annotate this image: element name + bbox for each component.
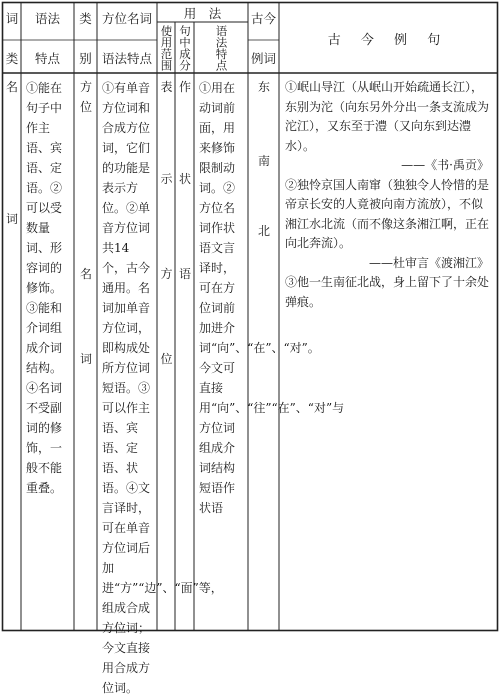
header-gujinliju-label: 古 今 例 句	[327, 32, 449, 48]
row-liuci-3	[252, 222, 276, 239]
row-yufa2	[194, 74, 345, 518]
example-3: ③他一生南征北战，身上留下了十余处弹痕。	[285, 275, 490, 309]
row-shiyong-1-text: 表	[160, 80, 173, 94]
row-shiyong-2	[159, 170, 174, 187]
row-shiyong-3	[159, 265, 174, 282]
row-cixing-2-text: 词	[5, 212, 18, 226]
row-examples	[279, 74, 497, 312]
row-fangwei-tedian	[97, 74, 223, 698]
row-leibie-1	[78, 78, 94, 95]
row-leibie-4-text: 词	[79, 352, 92, 366]
header-fangwei-line1: 方位名词	[101, 11, 152, 26]
row-shiyong-3-text: 方	[160, 267, 173, 281]
row-tedian	[21, 74, 74, 498]
header-yufa-line1: 语法	[34, 11, 60, 26]
header-yufa2	[194, 22, 248, 73]
row-liuci-1-text: 东	[257, 80, 270, 94]
row-juzhong-3-text: 语	[178, 267, 191, 281]
row-cixing-1	[5, 78, 19, 95]
row-shiyong-4-text: 位	[160, 352, 173, 366]
row-leibie-1-text: 方	[79, 80, 92, 94]
example-2: ②独怜京国人南窜（独独令人怜惜的是帝京长安的人竟被向南方流放），不似湘江水北流（而不像这条湘江啊，正在向北奔流）。	[285, 177, 490, 250]
row-cixing-2	[5, 210, 19, 227]
header-yongfa-label: 用 法	[183, 5, 222, 21]
row-juzhong-1-text: 作	[178, 80, 191, 94]
row-fangwei-tedian-text: ①有单音方位词和合成方位词，它们的功能是表示方位。②单音方位词共14个，古今通用。名词加单音方位词，即构成处所方位词短语。③可以作主语、宾语、定语、状语。④文言译时，可在单音方位词后加进“方”“边”、“面”等，组成合成方位词；今文直接用合成方位词。	[102, 81, 223, 695]
example-1: ①岷山导江（从岷山开始疏通长江），东别为沱（向东另外分出一条支流成为沱江），又东至于澧（又向东到达澧水）。	[285, 80, 490, 153]
header-yufa	[21, 3, 74, 73]
header-shiyong-label: 使用范围	[159, 24, 174, 71]
header-juzhong	[175, 22, 194, 73]
row-shiyong-4	[159, 350, 174, 367]
header-leibie-line2: 别	[79, 51, 92, 66]
header-gujin-line1: 古今	[250, 11, 276, 26]
row-liuci-2-text: 南	[257, 154, 270, 168]
header-leibie	[74, 3, 97, 73]
row-juzhong-1	[177, 78, 193, 95]
row-cixing-1-text: 名	[5, 80, 18, 94]
header-yongfa	[157, 3, 248, 22]
row-leibie-4	[78, 350, 94, 367]
header-shiyong	[157, 22, 175, 73]
row-leibie-3-text: 名	[79, 267, 92, 281]
row-leibie-2	[78, 98, 94, 115]
header-yufa2-label: 语法特点	[214, 24, 229, 71]
header-fangwei-line2: 语法特点	[101, 51, 152, 66]
row-liuci-3-text: 北	[257, 224, 270, 238]
header-fangwei	[97, 3, 157, 73]
row-leibie-2-text: 位	[79, 100, 92, 114]
header-yufa-line2: 特点	[34, 51, 60, 66]
header-gujin	[248, 3, 279, 73]
row-yufa2-text: ①用在动词前面，用来修饰限制动词。②方位名词作状语文言译时，可在方位词前加进介词“向”、“在”、“对”。今文可直接用“向”、“往”“在”、“对”与方位词组成介词结构短语作状语	[199, 81, 345, 515]
row-liuci-1	[252, 78, 276, 95]
row-juzhong-2	[177, 170, 193, 187]
header-gujin-line2: 例词	[250, 51, 276, 66]
row-juzhong-3	[177, 265, 193, 282]
header-gujinliju	[279, 3, 497, 73]
header-leibie-line1: 类	[79, 11, 92, 26]
example-2-source: ——杜审言《渡湘江》	[368, 255, 489, 270]
example-1-source: ——《书·禹贡》	[401, 158, 489, 172]
header-juzhong-label: 句中成分	[178, 24, 192, 71]
row-leibie-3	[78, 265, 94, 282]
header-cixing-line2: 类	[5, 51, 19, 66]
header-cixing-line1: 词	[5, 11, 19, 26]
row-shiyong-1	[159, 78, 174, 95]
row-tedian-text: ①能在句子中作主语、宾语、定语。②可以受数量词、形容词的修饰。③能和介词组成介词结构。④名词不受副词的修饰，一般不能重叠。	[26, 81, 63, 495]
header-cixing	[3, 3, 21, 73]
row-shiyong-2-text: 示	[160, 172, 173, 186]
row-juzhong-2-text: 状	[178, 172, 191, 186]
row-liuci-2	[252, 152, 276, 169]
